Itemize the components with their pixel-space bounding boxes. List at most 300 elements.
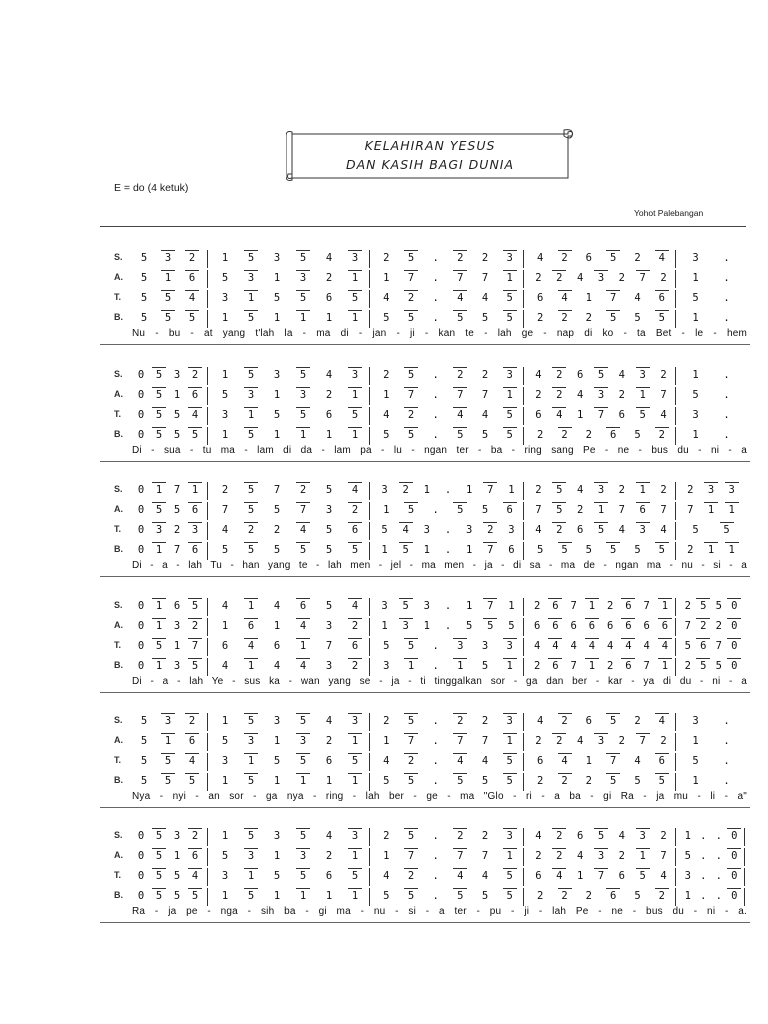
lyrics-line: Di - sua - tu ma - lam di da - lam pa - lu - ngan ter - ba - ring sang Pe - ne - bus du - ni - a bbox=[132, 445, 747, 456]
notes-line bbox=[132, 888, 747, 906]
note: 1 bbox=[245, 755, 257, 767]
note: 5 bbox=[634, 775, 641, 787]
note: . bbox=[444, 544, 452, 556]
note: 1 bbox=[692, 735, 699, 747]
note: 4 bbox=[618, 524, 625, 536]
voice-row-s bbox=[0, 250, 768, 268]
notes-line bbox=[132, 733, 747, 751]
note: 6 bbox=[656, 755, 668, 767]
title-line-2: DAN KASIH BAGI DUNIA bbox=[345, 157, 515, 172]
voice-row-a bbox=[0, 270, 768, 288]
note: 1 bbox=[189, 484, 201, 496]
note: 4 bbox=[634, 755, 641, 767]
note: 3 bbox=[508, 524, 515, 536]
voice-row-a bbox=[0, 618, 768, 636]
note: 2 bbox=[576, 504, 584, 516]
bar-line bbox=[523, 367, 524, 385]
bar-line bbox=[523, 658, 524, 676]
top-divider bbox=[100, 226, 746, 227]
note: 1 bbox=[383, 504, 390, 516]
lyrics-line: Ra - ja pe - nga - sih ba - gi ma - nu - si - a ter - pu - ji - lah Pe - ne - bus du - ni - a. bbox=[132, 906, 747, 917]
note: 2 bbox=[618, 850, 625, 862]
note: 5 bbox=[173, 870, 181, 882]
note: 6 bbox=[585, 252, 592, 264]
note: 2 bbox=[618, 735, 625, 747]
note: 2 bbox=[585, 312, 592, 324]
notes-line bbox=[132, 713, 747, 731]
note: 1 bbox=[659, 600, 671, 612]
notes-line bbox=[132, 848, 747, 866]
notes-line bbox=[132, 290, 747, 308]
bar-line bbox=[207, 638, 208, 656]
note: 7 bbox=[643, 660, 650, 672]
note: 5 bbox=[481, 504, 489, 516]
bar-line bbox=[207, 482, 208, 500]
bar-line bbox=[369, 713, 370, 731]
note: 6 bbox=[637, 504, 649, 516]
bar-line bbox=[675, 773, 676, 791]
note: 5 bbox=[173, 429, 181, 441]
note: 2 bbox=[559, 252, 571, 264]
note: 5 bbox=[221, 389, 229, 401]
voice-row-t bbox=[0, 753, 768, 771]
bar-line bbox=[675, 848, 676, 866]
voice-label: B. bbox=[114, 775, 123, 785]
notes-line bbox=[132, 773, 747, 791]
note: 6 bbox=[535, 870, 542, 882]
note: 1 bbox=[684, 830, 691, 842]
bar-line bbox=[523, 290, 524, 308]
note: 5 bbox=[553, 504, 565, 516]
note: 7 bbox=[405, 850, 417, 862]
note: 1 bbox=[273, 429, 281, 441]
note: 1 bbox=[383, 272, 390, 284]
note: 5 bbox=[634, 312, 641, 324]
note: 1 bbox=[585, 292, 592, 304]
note: 7 bbox=[637, 272, 649, 284]
notes-line bbox=[132, 828, 747, 846]
note: 4 bbox=[570, 640, 577, 652]
bar-line bbox=[675, 522, 676, 540]
bar-line bbox=[207, 848, 208, 866]
note: . bbox=[432, 735, 439, 747]
voice-row-b bbox=[0, 427, 768, 445]
note: 7 bbox=[481, 850, 489, 862]
note: . bbox=[432, 640, 439, 652]
note: 0 bbox=[137, 389, 145, 401]
voice-label: T. bbox=[114, 640, 122, 650]
note: 4 bbox=[618, 830, 625, 842]
note: 1 bbox=[221, 369, 229, 381]
note: 3 bbox=[273, 830, 281, 842]
note: 4 bbox=[325, 252, 333, 264]
note: 3 bbox=[221, 292, 229, 304]
note: 2 bbox=[634, 715, 641, 727]
note: 5 bbox=[140, 735, 148, 747]
note: 3 bbox=[692, 409, 699, 421]
note: 1 bbox=[349, 429, 361, 441]
bar-line bbox=[675, 270, 676, 288]
bar-line bbox=[523, 310, 524, 328]
note: 3 bbox=[595, 850, 607, 862]
note: 3 bbox=[245, 850, 257, 862]
note: 1 bbox=[454, 660, 466, 672]
note: 7 bbox=[405, 735, 417, 747]
bar-line bbox=[207, 367, 208, 385]
note: 3 bbox=[381, 600, 388, 612]
bar-line bbox=[207, 658, 208, 676]
bar-line bbox=[369, 367, 370, 385]
note: 3 bbox=[273, 715, 281, 727]
note: 5 bbox=[383, 640, 390, 652]
note: 7 bbox=[454, 850, 466, 862]
note: . bbox=[723, 429, 730, 441]
note: 5 bbox=[153, 830, 165, 842]
note: 5 bbox=[245, 252, 257, 264]
bar-line bbox=[523, 542, 524, 560]
note: 1 bbox=[504, 660, 516, 672]
note: 5 bbox=[273, 409, 281, 421]
note: 3 bbox=[173, 369, 181, 381]
note: 5 bbox=[140, 312, 148, 324]
note: 1 bbox=[273, 272, 281, 284]
note: 1 bbox=[692, 429, 699, 441]
notes-line bbox=[132, 542, 747, 560]
note: 2 bbox=[273, 524, 281, 536]
note: 6 bbox=[186, 272, 198, 284]
note: 7 bbox=[607, 292, 619, 304]
note: 4 bbox=[656, 715, 668, 727]
note: 5 bbox=[140, 272, 148, 284]
bar-line bbox=[523, 848, 524, 866]
note: 5 bbox=[405, 830, 417, 842]
note: 6 bbox=[607, 890, 619, 902]
note: 5 bbox=[349, 409, 361, 421]
note: 3 bbox=[245, 272, 257, 284]
bar-line bbox=[207, 888, 208, 906]
note: 6 bbox=[659, 620, 671, 632]
bar-line bbox=[675, 733, 676, 751]
note: 1 bbox=[273, 890, 281, 902]
note: 7 bbox=[297, 504, 309, 516]
note: 2 bbox=[606, 660, 614, 672]
voice-row-s bbox=[0, 367, 768, 385]
note: . bbox=[432, 504, 439, 516]
note: 1 bbox=[297, 640, 309, 652]
bar-line bbox=[369, 638, 370, 656]
note: 6 bbox=[606, 620, 614, 632]
note: 6 bbox=[508, 544, 515, 556]
note: 5 bbox=[162, 755, 174, 767]
note: 3 bbox=[423, 600, 430, 612]
note: 4 bbox=[549, 640, 561, 652]
note: 5 bbox=[245, 504, 257, 516]
voice-label: B. bbox=[114, 890, 123, 900]
note: 2 bbox=[484, 524, 496, 536]
note: 1 bbox=[585, 755, 592, 767]
end-bar-line bbox=[744, 848, 745, 866]
note: 6 bbox=[697, 640, 709, 652]
note: 4 bbox=[273, 600, 281, 612]
note: 4 bbox=[325, 715, 333, 727]
note: 5 bbox=[481, 312, 489, 324]
note: 1 bbox=[349, 312, 361, 324]
note: 7 bbox=[484, 544, 496, 556]
bar-line bbox=[207, 753, 208, 771]
note: 5 bbox=[273, 292, 281, 304]
bar-line bbox=[675, 502, 676, 520]
note: . bbox=[444, 600, 452, 612]
note: . bbox=[432, 272, 439, 284]
note: 3 bbox=[173, 660, 181, 672]
key-signature: E = do (4 ketuk) bbox=[114, 182, 189, 194]
note: 3 bbox=[637, 524, 649, 536]
note: 2 bbox=[559, 312, 571, 324]
note: 5 bbox=[221, 850, 229, 862]
note: 2 bbox=[349, 660, 361, 672]
note: 1 bbox=[349, 735, 361, 747]
note: 7 bbox=[660, 504, 667, 516]
note: 3 bbox=[245, 389, 257, 401]
note: 0 bbox=[137, 369, 145, 381]
note: 5 bbox=[405, 640, 417, 652]
note: 0 bbox=[728, 870, 740, 882]
note: 5 bbox=[186, 775, 198, 787]
note: 3 bbox=[504, 640, 516, 652]
note: 5 bbox=[481, 660, 489, 672]
note: 5 bbox=[349, 292, 361, 304]
note: 5 bbox=[153, 870, 165, 882]
note: 2 bbox=[559, 775, 571, 787]
bar-line bbox=[523, 598, 524, 616]
note: 5 bbox=[553, 484, 565, 496]
bar-line bbox=[207, 502, 208, 520]
note: . bbox=[432, 850, 439, 862]
note: . bbox=[723, 735, 730, 747]
note: 3 bbox=[595, 389, 607, 401]
note: 2 bbox=[687, 544, 694, 556]
note: 1 bbox=[325, 890, 333, 902]
note: 5 bbox=[405, 369, 417, 381]
note: 5 bbox=[504, 292, 516, 304]
voice-row-s bbox=[0, 713, 768, 731]
note: 0 bbox=[728, 620, 740, 632]
note: 1 bbox=[221, 252, 229, 264]
note: 4 bbox=[325, 830, 333, 842]
note: 5 bbox=[189, 600, 201, 612]
note: 3 bbox=[637, 830, 649, 842]
bar-line bbox=[369, 482, 370, 500]
voice-row-t bbox=[0, 290, 768, 308]
voice-label: S. bbox=[114, 484, 123, 494]
voice-row-t bbox=[0, 868, 768, 886]
note: . bbox=[700, 850, 707, 862]
bar-line bbox=[675, 828, 676, 846]
bar-line bbox=[523, 638, 524, 656]
bar-line bbox=[207, 733, 208, 751]
note: 7 bbox=[684, 620, 691, 632]
note: 5 bbox=[684, 850, 691, 862]
note: 6 bbox=[576, 369, 584, 381]
note: 7 bbox=[221, 504, 229, 516]
note: 4 bbox=[576, 272, 584, 284]
note: 1 bbox=[153, 544, 165, 556]
note: 1 bbox=[349, 850, 361, 862]
bar-line bbox=[675, 598, 676, 616]
note: 3 bbox=[173, 830, 181, 842]
note: 7 bbox=[687, 504, 694, 516]
note: 5 bbox=[325, 600, 333, 612]
note: 3 bbox=[297, 850, 309, 862]
note: 7 bbox=[595, 409, 607, 421]
note: 5 bbox=[221, 272, 229, 284]
voice-row-t bbox=[0, 522, 768, 540]
note: 0 bbox=[137, 830, 145, 842]
bar-line bbox=[369, 828, 370, 846]
bar-line bbox=[523, 522, 524, 540]
note: 1 bbox=[153, 620, 165, 632]
note: 5 bbox=[465, 620, 473, 632]
note: 0 bbox=[728, 640, 740, 652]
note: 6 bbox=[622, 620, 634, 632]
bar-line bbox=[369, 598, 370, 616]
note: 2 bbox=[559, 890, 571, 902]
note: 5 bbox=[692, 755, 699, 767]
system-divider bbox=[100, 344, 750, 345]
note: 5 bbox=[189, 429, 201, 441]
note: 1 bbox=[245, 292, 257, 304]
bar-line bbox=[207, 270, 208, 288]
note: 4 bbox=[656, 252, 668, 264]
note: 1 bbox=[381, 544, 388, 556]
note: 4 bbox=[643, 640, 650, 652]
note: 5 bbox=[245, 484, 257, 496]
bar-line bbox=[369, 387, 370, 405]
note: 1 bbox=[726, 544, 738, 556]
bar-line bbox=[523, 733, 524, 751]
note: 1 bbox=[297, 312, 309, 324]
note: . bbox=[432, 369, 439, 381]
title-banner bbox=[286, 128, 574, 184]
system-divider bbox=[100, 807, 750, 808]
voice-row-t bbox=[0, 638, 768, 656]
note: . bbox=[432, 389, 439, 401]
notes-line bbox=[132, 367, 747, 385]
note: 5 bbox=[715, 600, 722, 612]
note: 2 bbox=[535, 272, 542, 284]
note: 5 bbox=[162, 312, 174, 324]
bar-line bbox=[675, 542, 676, 560]
voice-label: A. bbox=[114, 272, 123, 282]
note: 5 bbox=[481, 429, 489, 441]
note: 4 bbox=[189, 409, 201, 421]
system-6 bbox=[0, 818, 768, 930]
note: 3 bbox=[454, 640, 466, 652]
note: 7 bbox=[637, 735, 649, 747]
voice-label: B. bbox=[114, 544, 123, 554]
note: 3 bbox=[637, 369, 649, 381]
note: 2 bbox=[656, 429, 668, 441]
note: 2 bbox=[189, 830, 201, 842]
voice-label: T. bbox=[114, 292, 122, 302]
note: 2 bbox=[221, 484, 229, 496]
bar-line bbox=[369, 542, 370, 560]
bar-line bbox=[207, 868, 208, 886]
note: 5 bbox=[607, 312, 619, 324]
note: 5 bbox=[273, 755, 281, 767]
note: 7 bbox=[660, 850, 667, 862]
bar-line bbox=[675, 310, 676, 328]
note: 1 bbox=[325, 312, 333, 324]
note: 1 bbox=[221, 715, 229, 727]
notes-line bbox=[132, 407, 747, 425]
note: 2 bbox=[186, 715, 198, 727]
note: . bbox=[723, 272, 730, 284]
note: 5 bbox=[692, 389, 699, 401]
note: 5 bbox=[634, 429, 641, 441]
note: 5 bbox=[221, 544, 229, 556]
note: 6 bbox=[325, 870, 333, 882]
note: 2 bbox=[536, 775, 544, 787]
note: 4 bbox=[221, 524, 229, 536]
note: 3 bbox=[153, 524, 165, 536]
note: 4 bbox=[606, 640, 614, 652]
note: 3 bbox=[400, 620, 412, 632]
note: 5 bbox=[297, 292, 309, 304]
bar-line bbox=[207, 522, 208, 540]
note: 4 bbox=[297, 620, 309, 632]
note: 5 bbox=[405, 715, 417, 727]
note: 1 bbox=[595, 504, 607, 516]
note: 2 bbox=[585, 890, 592, 902]
note: 1 bbox=[726, 504, 738, 516]
bar-line bbox=[523, 753, 524, 771]
note: 5 bbox=[721, 524, 733, 536]
note: 0 bbox=[137, 660, 145, 672]
note: 5 bbox=[140, 775, 148, 787]
voice-label: A. bbox=[114, 850, 123, 860]
note: 1 bbox=[245, 870, 257, 882]
bar-line bbox=[523, 270, 524, 288]
note: 2 bbox=[383, 252, 390, 264]
note: . bbox=[723, 755, 730, 767]
note: 4 bbox=[400, 524, 412, 536]
bar-line bbox=[523, 713, 524, 731]
note: 1 bbox=[221, 890, 229, 902]
note: . bbox=[723, 715, 730, 727]
notes-line bbox=[132, 502, 747, 520]
note: 6 bbox=[586, 620, 598, 632]
note: 1 bbox=[692, 369, 699, 381]
voice-row-b bbox=[0, 773, 768, 791]
note: 4 bbox=[586, 640, 598, 652]
note: 4 bbox=[634, 292, 641, 304]
note: 3 bbox=[221, 755, 229, 767]
voice-label: B. bbox=[114, 312, 123, 322]
note: 1 bbox=[153, 600, 165, 612]
note: 1 bbox=[162, 272, 174, 284]
note: 2 bbox=[186, 252, 198, 264]
note: 7 bbox=[454, 272, 466, 284]
note: 5 bbox=[634, 890, 641, 902]
lyrics-line: Di - a - lah Tu - han yang te - lah men - jel - ma men - ja - di sa - ma de - ngan ma - nu - si - a bbox=[132, 560, 747, 571]
bar-line bbox=[207, 713, 208, 731]
note: 1 bbox=[576, 870, 584, 882]
note: 3 bbox=[705, 484, 717, 496]
bar-line bbox=[675, 290, 676, 308]
note: 1 bbox=[423, 544, 430, 556]
note: 1 bbox=[153, 484, 165, 496]
